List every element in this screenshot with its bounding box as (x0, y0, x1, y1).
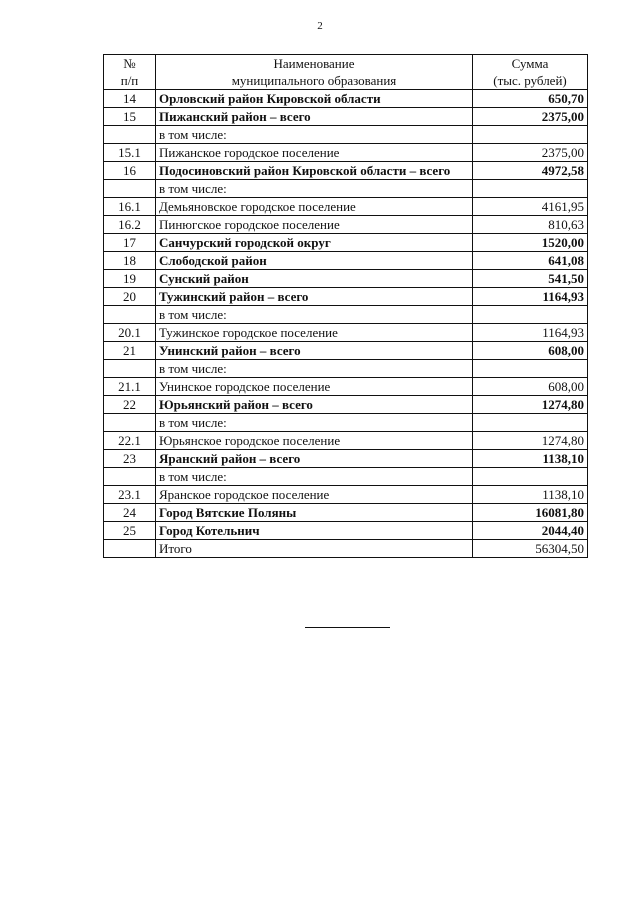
table-body (104, 90, 588, 558)
row-number-cell (104, 180, 156, 198)
row-name-cell: в том числе: (156, 468, 473, 486)
table-row (104, 306, 588, 324)
table-row (104, 234, 588, 252)
row-sum-cell: 2044,40 (473, 522, 588, 540)
header-number (104, 55, 156, 90)
row-sum-cell: 608,00 (473, 378, 588, 396)
row-name-cell: Юрьянское городское поселение (156, 432, 473, 450)
row-number-cell: 16.2 (104, 216, 156, 234)
row-sum-cell: 1520,00 (473, 234, 588, 252)
table-row (104, 522, 588, 540)
row-sum-cell: 1274,80 (473, 396, 588, 414)
row-name-cell: Юрьянский район – всего (156, 396, 473, 414)
row-number-cell: 21.1 (104, 378, 156, 396)
row-number-cell: 20.1 (104, 324, 156, 342)
row-name-cell: Подосиновский район Кировской области – всего (156, 162, 473, 180)
table-row (104, 414, 588, 432)
table-row (104, 342, 588, 360)
row-number-cell: 25 (104, 522, 156, 540)
row-name-cell: Унинское городское поселение (156, 378, 473, 396)
table-row (104, 504, 588, 522)
row-number-cell: 22 (104, 396, 156, 414)
row-number-cell (104, 540, 156, 558)
header-number-line1: № (123, 56, 136, 71)
row-name-cell: в том числе: (156, 180, 473, 198)
funding-table (103, 54, 588, 558)
row-number-cell: 22.1 (104, 432, 156, 450)
table-row (104, 432, 588, 450)
table-row (104, 540, 588, 558)
header-name-line2: муниципального образования (231, 73, 397, 88)
table-row (104, 216, 588, 234)
row-number-cell: 24 (104, 504, 156, 522)
table-row (104, 162, 588, 180)
row-name-cell: Город Котельнич (156, 522, 473, 540)
row-sum-cell: 56304,50 (473, 540, 588, 558)
row-sum-cell: 16081,80 (473, 504, 588, 522)
row-name-cell: Яранское городское поселение (156, 486, 473, 504)
header-number-line2: п/п (120, 73, 139, 88)
row-sum-cell: 1274,80 (473, 432, 588, 450)
row-sum-cell: 1138,10 (473, 450, 588, 468)
table-row (104, 360, 588, 378)
row-name-cell: Демьяновское городское поселение (156, 198, 473, 216)
table-row (104, 108, 588, 126)
header-name-line1: Наименование (273, 56, 355, 71)
row-number-cell: 23.1 (104, 486, 156, 504)
row-name-cell: в том числе: (156, 306, 473, 324)
row-sum-cell: 1164,93 (473, 288, 588, 306)
table-row (104, 252, 588, 270)
row-name-cell: Слободской район (156, 252, 473, 270)
row-name-cell: Пижанское городское поселение (156, 144, 473, 162)
end-divider-line (305, 627, 390, 628)
row-number-cell: 14 (104, 90, 156, 108)
row-number-cell: 20 (104, 288, 156, 306)
row-number-cell: 21 (104, 342, 156, 360)
row-sum-cell: 1164,93 (473, 324, 588, 342)
table-row (104, 126, 588, 144)
row-sum-cell: 608,00 (473, 342, 588, 360)
row-name-cell: Итого (156, 540, 473, 558)
row-sum-cell (473, 360, 588, 378)
row-name-cell: в том числе: (156, 414, 473, 432)
row-name-cell: Сунский район (156, 270, 473, 288)
row-number-cell (104, 468, 156, 486)
row-number-cell: 18 (104, 252, 156, 270)
row-number-cell: 17 (104, 234, 156, 252)
row-name-cell: в том числе: (156, 126, 473, 144)
row-sum-cell: 541,50 (473, 270, 588, 288)
table-row (104, 396, 588, 414)
table-row (104, 450, 588, 468)
row-sum-cell (473, 180, 588, 198)
row-sum-cell (473, 468, 588, 486)
row-sum-cell (473, 126, 588, 144)
header-name (156, 55, 473, 90)
row-name-cell: Тужинский район – всего (156, 288, 473, 306)
table-header-row (104, 55, 588, 90)
row-name-cell: Город Вятские Поляны (156, 504, 473, 522)
table-row (104, 90, 588, 108)
header-sum (473, 55, 588, 90)
table-row (104, 486, 588, 504)
row-sum-cell: 810,63 (473, 216, 588, 234)
table-row (104, 288, 588, 306)
row-sum-cell: 641,08 (473, 252, 588, 270)
row-sum-cell: 2375,00 (473, 144, 588, 162)
row-name-cell: Унинский район – всего (156, 342, 473, 360)
row-number-cell (104, 126, 156, 144)
table-row (104, 144, 588, 162)
table-row (104, 468, 588, 486)
row-name-cell: Пижанский район – всего (156, 108, 473, 126)
row-number-cell (104, 360, 156, 378)
row-name-cell: Тужинское городское поселение (156, 324, 473, 342)
row-sum-cell: 4161,95 (473, 198, 588, 216)
row-number-cell: 16.1 (104, 198, 156, 216)
row-sum-cell: 2375,00 (473, 108, 588, 126)
row-sum-cell (473, 306, 588, 324)
row-name-cell: Орловский район Кировской области (156, 90, 473, 108)
row-number-cell (104, 414, 156, 432)
row-number-cell: 23 (104, 450, 156, 468)
row-number-cell: 15.1 (104, 144, 156, 162)
table-row (104, 378, 588, 396)
table-row (104, 270, 588, 288)
row-sum-cell: 4972,58 (473, 162, 588, 180)
row-name-cell: Пинюгское городское поселение (156, 216, 473, 234)
row-number-cell (104, 306, 156, 324)
row-sum-cell: 1138,10 (473, 486, 588, 504)
row-name-cell: Яранский район – всего (156, 450, 473, 468)
row-number-cell: 16 (104, 162, 156, 180)
row-name-cell: Санчурский городской округ (156, 234, 473, 252)
header-sum-line2: (тыс. рублей) (493, 73, 567, 88)
row-sum-cell: 650,70 (473, 90, 588, 108)
table-row (104, 180, 588, 198)
row-number-cell: 19 (104, 270, 156, 288)
row-name-cell: в том числе: (156, 360, 473, 378)
table-row (104, 324, 588, 342)
header-sum-line1: Сумма (511, 56, 549, 71)
table-row (104, 198, 588, 216)
row-sum-cell (473, 414, 588, 432)
page-number: 2 (317, 20, 323, 32)
row-number-cell: 15 (104, 108, 156, 126)
